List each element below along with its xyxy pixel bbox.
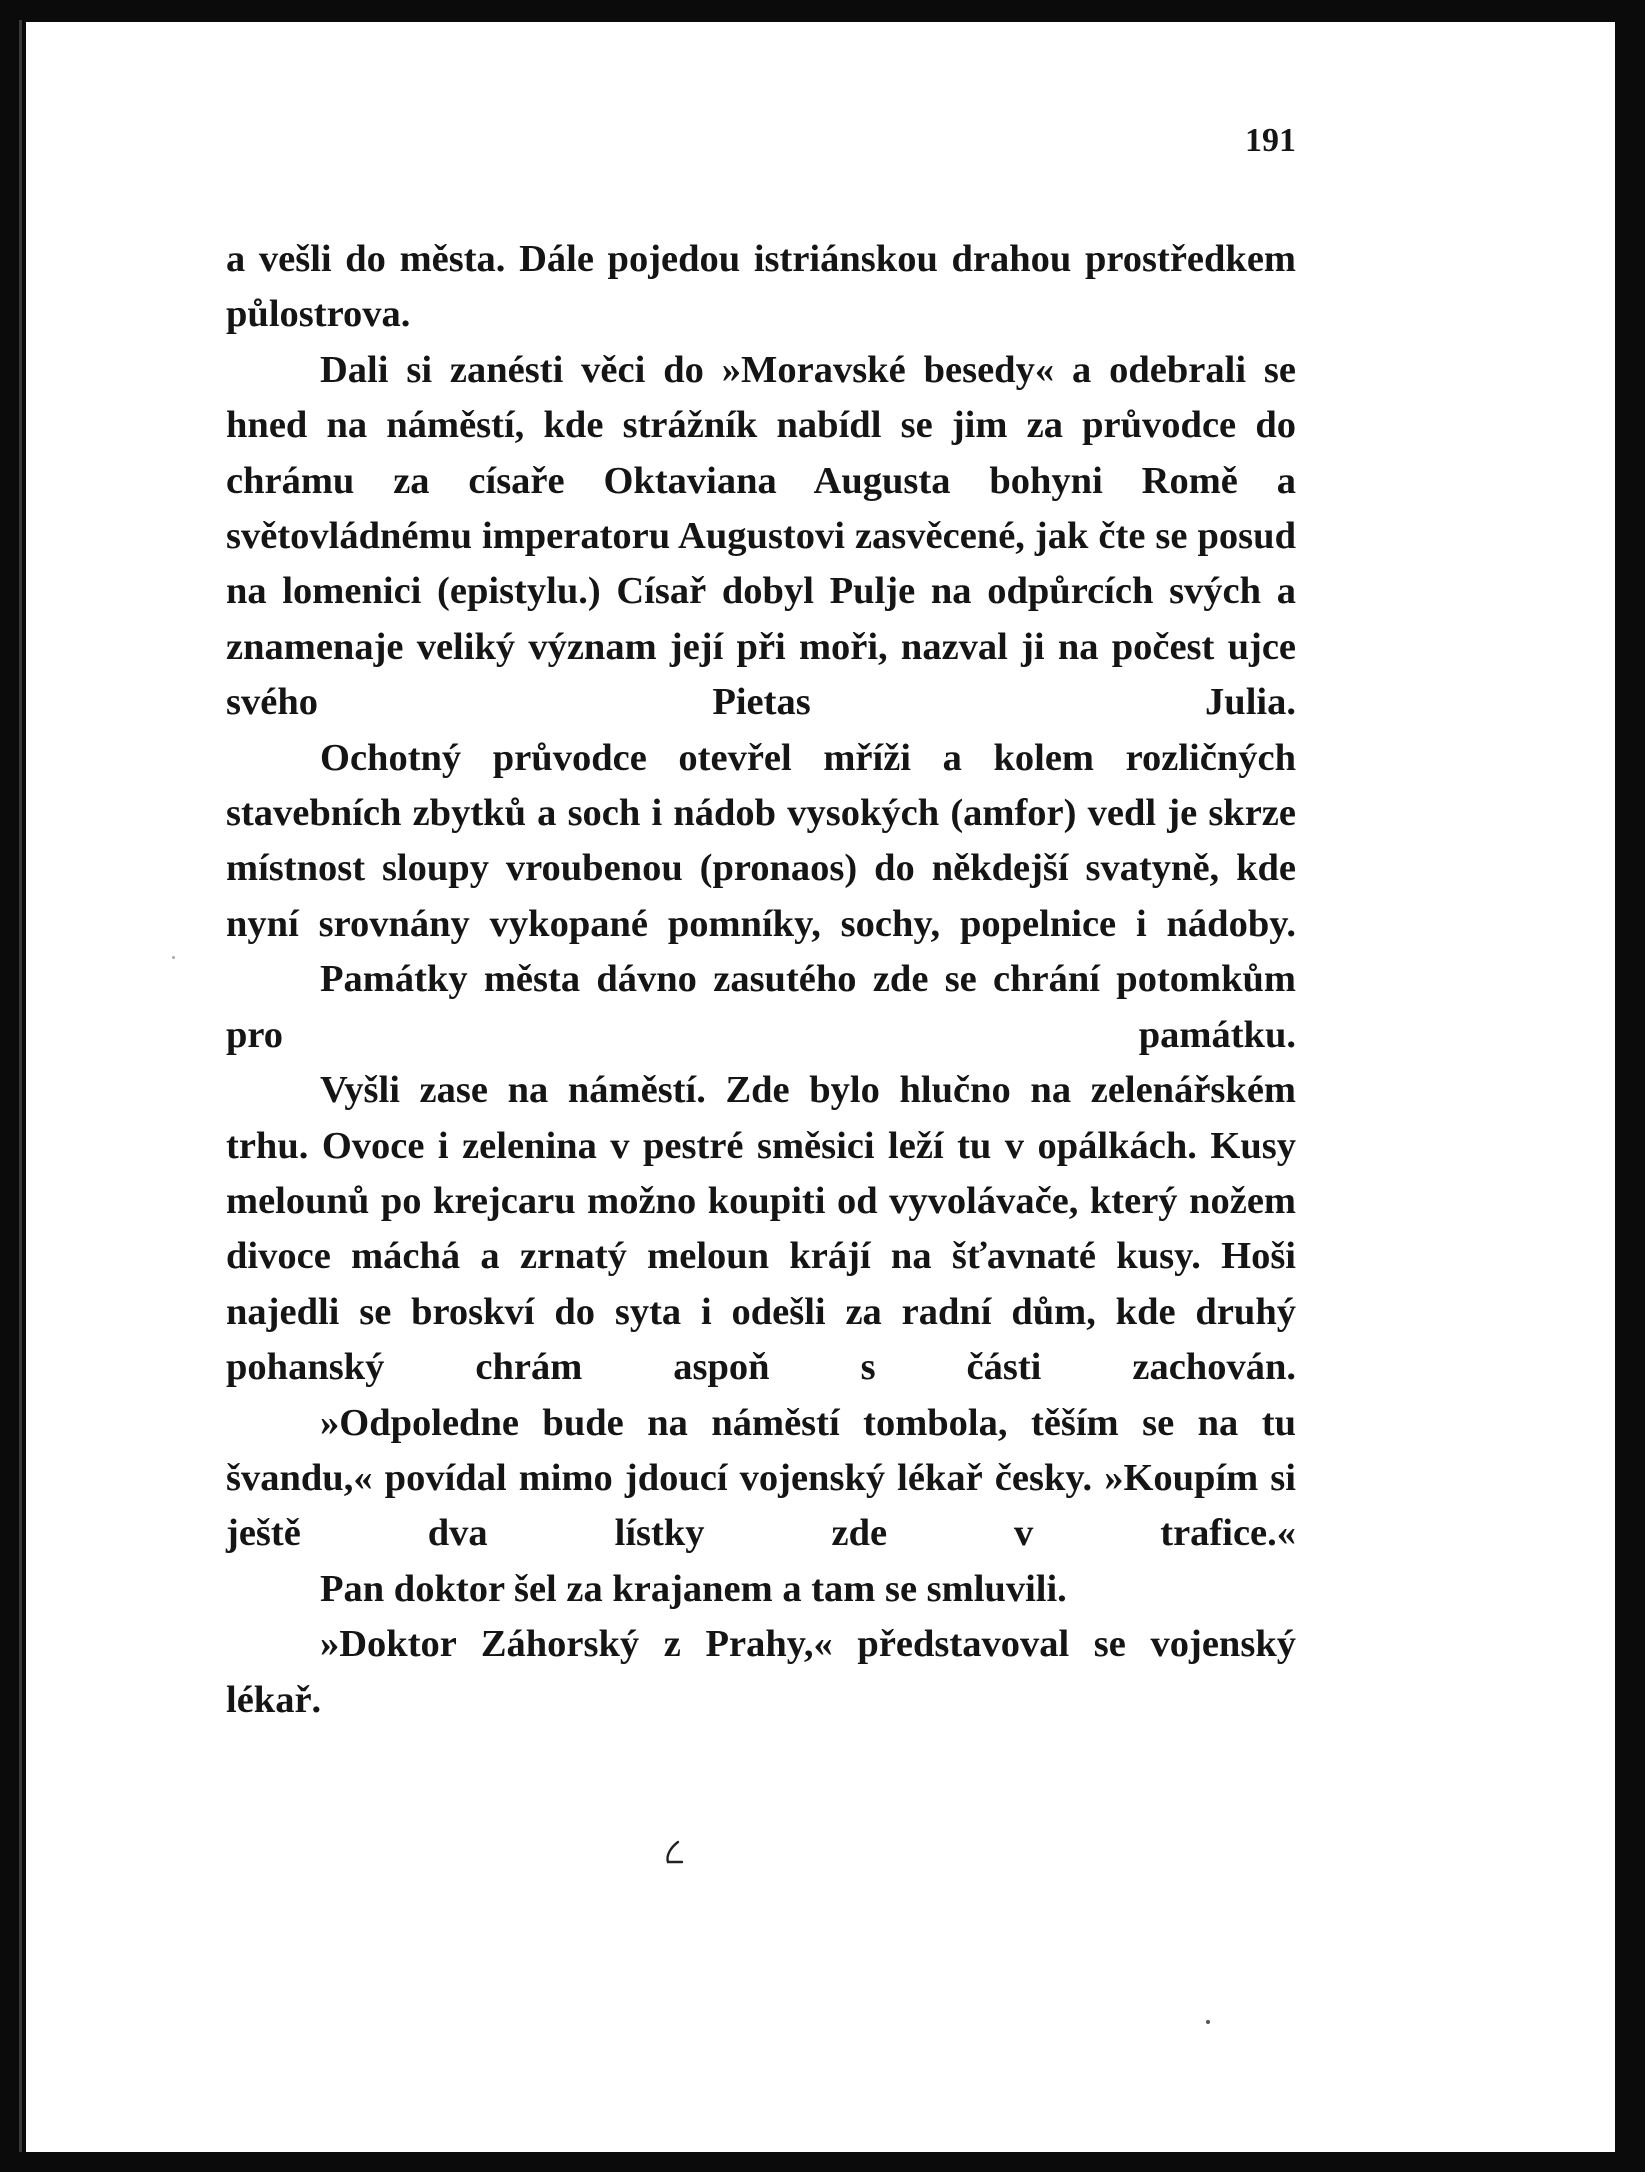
paragraph: Dali si zanésti věci do »Moravské besedy« a odebrali se hned na náměstí, kde strážník nabídl se jim za průvodce do chrámu za císaře Oktaviana Augusta bohyni Romě a světovládnému imperatoru Augustovi zasvěcené, jak čte se posud na lomenici (epistylu.) Císař dobyl Pulje na odpůrcích svých a znamenaje veliký význam její při moři, nazval ji na počest ujce svého Pietas Julia. — [226, 348, 1296, 724]
body-text — [226, 232, 1296, 1728]
paragraph: Vyšli zase na náměstí. Zde bylo hlučno na zelenářském trhu. Ovoce i zelenina v pestré směsici leží tu v opálkách. Kusy melounů po krejcaru možno koupiti od vyvolávače, který nožem divoce máchá a zrnatý meloun krájí na šťavnaté kusy. Hoši najedli se broskví do syta i odešli za radní dům, kde druhý pohanský chrám aspoň s části zachován. — [226, 1069, 1296, 1389]
page-number: 191 — [1245, 122, 1296, 159]
paragraph: a vešli do města. Dále pojedou istriánskou drahou prostředkem půlostrova. — [226, 238, 1296, 336]
paragraph: Pan doktor šel za krajanem a tam se smluvili. — [320, 1567, 1067, 1610]
paragraph: »Doktor Záhorský z Prahy,« představoval se vojenský lékař. — [226, 1623, 1296, 1721]
paragraph: »Odpoledne bude na náměstí tombola, těším se na tu švandu,« povídal mimo jdoucí vojenský lékař česky. »Koupím si ještě dva lístky zde v trafice.« — [226, 1401, 1296, 1555]
paragraph: Památky města dávno zasutého zde se chrání potomkům pro památku. — [226, 958, 1296, 1056]
paper-speck — [172, 956, 175, 959]
paragraph: Ochotný průvodce otevřel mříži a kolem rozličných stavebních zbytků a soch i nádob vysokých (amfor) vedl je skrze místnost sloupy vroubenou (pronaos) do někdejší svatyně, kde nyní srovnány vykopané pomníky, sochy, popelnice i nádoby. — [226, 736, 1296, 945]
pencil-mark-icon — [660, 1838, 690, 1868]
paper-speck — [1206, 2020, 1210, 2024]
page-edge-line — [19, 20, 22, 2152]
